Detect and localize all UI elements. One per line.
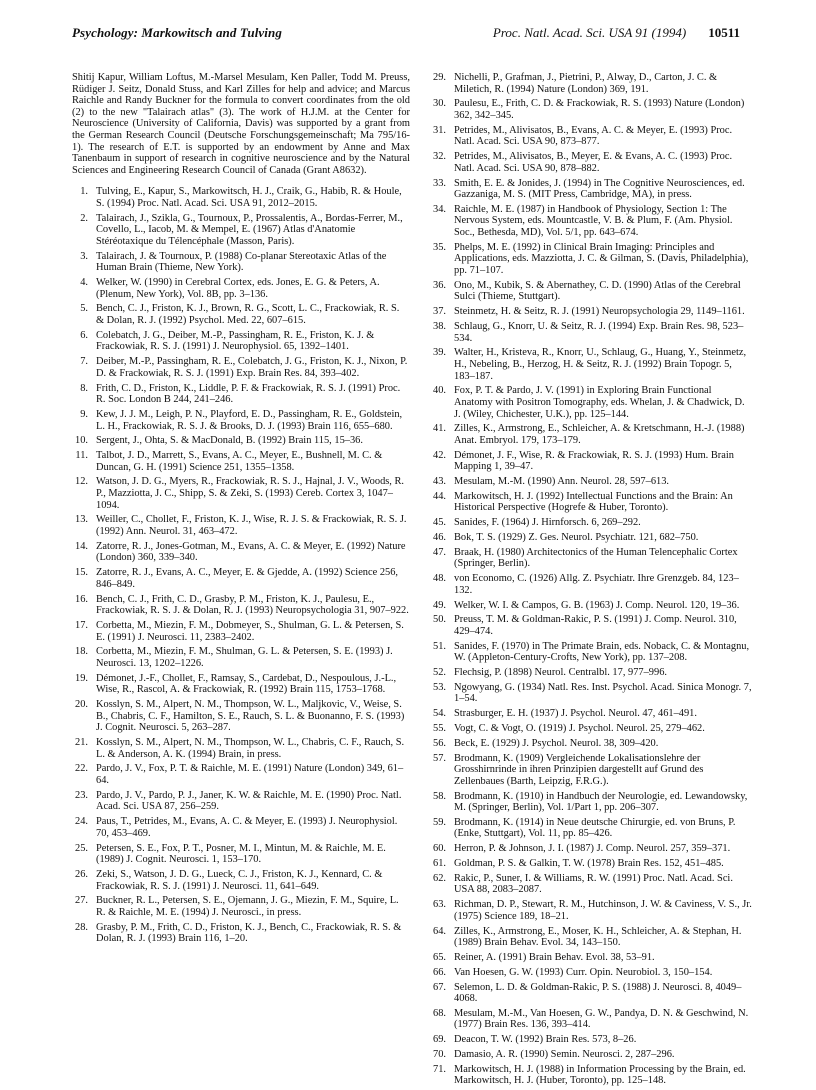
reference-number: 70. xyxy=(433,1049,446,1061)
reference-text: Ono, M., Kubik, S. & Abernathey, C. D. (1990) Atlas of the Cerebral Sulci (Thieme, Stuttgart). xyxy=(454,279,741,303)
reference-item xyxy=(72,895,410,918)
reference-item xyxy=(430,843,752,855)
reference-item xyxy=(430,600,752,612)
reference-item xyxy=(430,1064,752,1087)
reference-text: Corbetta, M., Miezin, F. M., Dobmeyer, S., Shulman, G. L. & Petersen, S. E. (1991) J. Neurosci. 11, 2383–2402. xyxy=(96,619,404,643)
reference-item xyxy=(430,753,752,788)
journal-citation xyxy=(493,25,740,41)
reference-number: 63. xyxy=(433,899,446,911)
reference-text: Mesulam, M.-M. (1990) Ann. Neurol. 28, 597–613. xyxy=(454,476,670,488)
reference-number: 55. xyxy=(433,722,446,734)
reference-item xyxy=(430,450,752,473)
left-column xyxy=(72,72,410,948)
reference-number: 39. xyxy=(433,347,446,359)
reference-number: 47. xyxy=(433,546,446,558)
reference-text: Fox, P. T. & Pardo, J. V. (1991) in Exploring Brain Functional Anatomy with Positron Tomography, eds. Whelan, J. & Chadwick, D. J. (Wiley, Chichester, U.K.), pp. 125–144. xyxy=(454,385,745,420)
reference-number: 58. xyxy=(433,790,446,802)
reference-text: Mesulam, M.-M., Van Hoesen, G. W., Pandya, D. N. & Geschwind, N. (1977) Brain Res. 136, 393–414. xyxy=(454,1007,749,1031)
reference-item xyxy=(430,321,752,344)
reference-item xyxy=(72,251,410,274)
reference-text: Deiber, M.-P., Passingham, R. E., Colebatch, J. G., Friston, K. J., Nixon, P. D. & Frackowiak, R. S. J. (1991) Exp. Brain Res. 84, 393–402. xyxy=(96,356,408,379)
reference-text: Weiller, C., Chollet, F., Friston, K. J., Wise, R. J. S. & Frackowiak, R. S. J. (1992) Ann. Neurol. 31, 463–472. xyxy=(96,514,407,538)
reference-number: 21. xyxy=(75,737,88,749)
reference-item xyxy=(72,646,410,669)
reference-item xyxy=(72,843,410,866)
reference-number: 22. xyxy=(75,763,88,775)
reference-item xyxy=(430,858,752,870)
reference-number: 9. xyxy=(80,408,88,420)
reference-text: Démonet, J.-F., Chollet, F., Ramsay, S., Cardebat, D., Nespoulous, J.-L., Wise, R., Rascol, A. & Frackowiak, R. (1992) Brain 115, 1753–1768. xyxy=(96,672,397,696)
reference-text: Richman, D. P., Stewart, R. M., Hutchinson, J. W. & Caviness, V. S., Jr. (1975) Science 189, 18–21. xyxy=(454,899,752,922)
reference-item xyxy=(72,567,410,590)
reference-number: 23. xyxy=(75,789,88,801)
reference-item xyxy=(72,869,410,892)
reference-text: Petersen, S. E., Fox, P. T., Posner, M. I., Mintun, M. & Raichle, M. E. (1989) J. Cognit. Neurosci. 1, 153–170. xyxy=(96,842,386,866)
reference-number: 49. xyxy=(433,599,446,611)
reference-item xyxy=(430,641,752,664)
reference-item xyxy=(72,594,410,617)
reference-number: 32. xyxy=(433,151,446,163)
reference-number: 14. xyxy=(75,540,88,552)
reference-text: Walter, H., Kristeva, R., Knorr, U., Schlaug, G., Huang, Y., Steinmetz, H., Nebeling, B., Herzog, H. & Seitz, R. J. (1992) Brain Topogr. 5, 183–187. xyxy=(454,347,747,382)
reference-item xyxy=(430,178,752,201)
reference-number: 17. xyxy=(75,619,88,631)
reference-item xyxy=(72,303,410,326)
reference-text: Zilles, K., Armstrong, E., Moser, K. H., Schleicher, A. & Stephan, H. (1989) Brain Behav. Evol. 34, 143–150. xyxy=(454,925,742,949)
reference-item xyxy=(72,673,410,696)
reference-item xyxy=(430,280,752,303)
reference-item xyxy=(430,72,752,95)
reference-item xyxy=(72,790,410,813)
reference-number: 20. xyxy=(75,699,88,711)
reference-item xyxy=(72,922,410,945)
reference-item xyxy=(72,737,410,760)
reference-text: Talairach, J. & Tournoux, P. (1988) Co-planar Stereotaxic Atlas of the Human Brain (Thieme, New York). xyxy=(96,250,387,274)
reference-text: Strasburger, E. H. (1937) J. Psychol. Neurol. 47, 461–491. xyxy=(454,708,697,720)
reference-number: 1. xyxy=(80,186,88,198)
reference-number: 65. xyxy=(433,951,446,963)
reference-item xyxy=(430,151,752,174)
reference-text: Ngowyang, G. (1934) Natl. Res. Inst. Psychol. Acad. Sinica Monogr. 7, 1–54. xyxy=(454,681,752,705)
reference-number: 25. xyxy=(75,842,88,854)
reference-item xyxy=(72,816,410,839)
reference-item xyxy=(430,242,752,277)
reference-number: 6. xyxy=(80,329,88,341)
reference-number: 31. xyxy=(433,124,446,136)
reference-text: Kosslyn, S. M., Alpert, N. M., Thompson, W. L., Maljkovic, V., Weise, S. B., Chabris, C. F., Hamilton, S. E., Rauch, S. L. & Buonanno, F. S. (1993) J. Cognit. Neurosci. 5, 263–287. xyxy=(96,699,405,734)
reference-text: Zatorre, R. J., Evans, A. C., Meyer, E. & Gjedde, A. (1992) Science 256, 846–849. xyxy=(96,567,399,590)
reference-text: Sergent, J., Ohta, S. & MacDonald, B. (1992) Brain 115, 15–36. xyxy=(96,435,363,447)
reference-text: Vogt, C. & Vogt, O. (1919) J. Psychol. Neurol. 25, 279–462. xyxy=(454,722,705,734)
reference-item xyxy=(430,952,752,964)
reference-number: 29. xyxy=(433,72,446,83)
reference-text: Talairach, J., Szikla, G., Tournoux, P., Prossalentis, A., Bordas-Ferrer, M., Covello, L., Iacob, M. & Mempel, E. (1967) Atlas d'Anatomie Stéréotaxique du Télencéphale (Masson, Paris). xyxy=(96,212,403,247)
reference-text: Sanides, F. (1964) J. Hirnforsch. 6, 269–292. xyxy=(454,517,641,529)
reference-text: Pardo, J. V., Pardo, P. J., Janer, K. W. & Raichle, M. E. (1990) Proc. Natl. Acad. Sci. USA 87, 256–259. xyxy=(96,789,402,813)
reference-item xyxy=(430,1049,752,1061)
reference-number: 27. xyxy=(75,895,88,907)
reference-item xyxy=(430,306,752,318)
reference-item xyxy=(72,763,410,786)
reference-number: 52. xyxy=(433,667,446,679)
reference-item xyxy=(430,547,752,570)
reference-text: Deacon, T. W. (1992) Brain Res. 573, 8–26. xyxy=(454,1034,637,1046)
reference-number: 3. xyxy=(80,250,88,262)
reference-number: 8. xyxy=(80,382,88,394)
reference-item xyxy=(430,476,752,488)
reference-text: Kosslyn, S. M., Alpert, N. M., Thompson, W. L., Chabris, C. F., Rauch, S. L. & Anderson, A. K. (1994) Brain, in press. xyxy=(96,737,405,760)
reference-text: Buckner, R. L., Petersen, S. E., Ojemann, J. G., Miezin, F. M., Squire, L. R. & Raichle, M. E. (1994) J. Neurosci., in press. xyxy=(96,895,399,918)
reference-number: 16. xyxy=(75,593,88,605)
reference-number: 61. xyxy=(433,858,446,870)
reference-item xyxy=(430,204,752,239)
reference-number: 28. xyxy=(75,921,88,933)
reference-text: Sanides, F. (1970) in The Primate Brain, eds. Noback, C. & Montagnu, W. (Appleton-Century-Crofts, New York), pp. 137–208. xyxy=(454,640,750,664)
reference-number: 64. xyxy=(433,925,446,937)
reference-text: Talbot, J. D., Marrett, S., Evans, A. C., Meyer, E., Bushnell, M. C. & Duncan, G. H. (1991) Science 251, 1355–1358. xyxy=(96,450,383,473)
reference-number: 34. xyxy=(433,203,446,215)
reference-number: 24. xyxy=(75,816,88,828)
reference-number: 57. xyxy=(433,752,446,764)
reference-item xyxy=(430,791,752,814)
reference-text: Watson, J. D. G., Myers, R., Frackowiak, R. S. J., Hajnal, J. V., Woods, R. P., Mazziotta, J. C., Shipp, S. & Zeki, S. (1993) Cereb. Cortex 3, 1047–1094. xyxy=(96,476,405,511)
reference-item xyxy=(430,423,752,446)
reference-text: Bench, C. J., Friston, K. J., Brown, R. G., Scott, L. C., Frackowiak, R. S. & Dolan, R. J. (1992) Psychol. Med. 22, 607–615. xyxy=(96,303,400,327)
reference-number: 35. xyxy=(433,241,446,253)
reference-text: Reiner, A. (1991) Brain Behav. Evol. 38, 53–91. xyxy=(454,951,655,963)
reference-text: Paulesu, E., Frith, C. D. & Frackowiak, R. S. (1993) Nature (London) 362, 342–345. xyxy=(454,98,745,121)
reference-text: Herron, P. & Johnson, J. I. (1987) J. Comp. Neurol. 257, 359–371. xyxy=(454,843,731,855)
reference-item xyxy=(430,385,752,420)
reference-number: 71. xyxy=(433,1063,446,1075)
reference-text: Bench, C. J., Frith, C. D., Grasby, P. M., Friston, K. J., Paulesu, E., Frackowiak, R. S. J. & Dolan, R. J. (1993) Neuropsychologia 31, 907–922. xyxy=(96,593,409,617)
reference-item xyxy=(430,667,752,679)
reference-text: Brodmann, K. (1914) in Neue deutsche Chirurgie, ed. von Bruns, P. (Enke, Stuttgart), Vol. 11, pp. 85–426. xyxy=(454,816,736,840)
reference-number: 43. xyxy=(433,476,446,488)
reference-text: Petrides, M., Alivisatos, B., Meyer, E. & Evans, A. C. (1993) Proc. Natl. Acad. Sci. USA 90, 878–882. xyxy=(454,151,733,174)
reference-item xyxy=(72,356,410,379)
reference-number: 54. xyxy=(433,708,446,720)
reference-number: 48. xyxy=(433,573,446,585)
reference-text: Selemon, L. D. & Goldman-Rakic, P. S. (1988) J. Neurosci. 8, 4049–4068. xyxy=(454,981,742,1005)
reference-number: 46. xyxy=(433,531,446,543)
reference-text: Bok, T. S. (1929) Z. Ges. Neurol. Psychiatr. 121, 682–750. xyxy=(454,531,699,543)
reference-number: 67. xyxy=(433,981,446,993)
reference-number: 60. xyxy=(433,843,446,855)
reference-item xyxy=(72,213,410,248)
reference-text: Colebatch, J. G., Deiber, M.-P., Passingham, R. E., Friston, K. J. & Frackowiak, R. S. J. (1991) J. Neurophysiol. 65, 1392–1401. xyxy=(96,329,375,353)
reference-item xyxy=(430,491,752,514)
reference-text: Zatorre, R. J., Jones-Gotman, M., Evans, A. C. & Meyer, E. (1992) Nature (London) 360, 339–340. xyxy=(96,540,406,564)
reference-number: 19. xyxy=(75,672,88,684)
reference-item xyxy=(430,682,752,705)
reference-number: 18. xyxy=(75,646,88,658)
reference-item xyxy=(430,708,752,720)
reference-text: Markowitsch, H. J. (1988) in Information Processing by the Brain, ed. Markowitsch, H. J. (Huber, Toronto), pp. 125–148. xyxy=(454,1063,746,1087)
reference-item xyxy=(430,532,752,544)
reference-number: 13. xyxy=(75,514,88,526)
reference-text: Zilles, K., Armstrong, E., Schleicher, A. & Kretschmann, H.-J. (1988) Anat. Embryol. 179, 173–179. xyxy=(454,423,745,446)
reference-text: Pardo, J. V., Fox, P. T. & Raichle, M. E. (1991) Nature (London) 349, 61–64. xyxy=(96,763,404,786)
reference-text: Brodmann, K. (1909) Vergleichende Lokalisationslehre der Grosshirnrinde in ihren Prinzipien dargestellt auf Grund des Zellenbaues (Barth, Leipzig, F.R.G.). xyxy=(454,752,704,787)
reference-number: 59. xyxy=(433,816,446,828)
reference-text: Van Hoesen, G. W. (1993) Curr. Opin. Neurobiol. 3, 150–154. xyxy=(454,966,713,978)
reference-text: Braak, H. (1980) Architectonics of the Human Telencephalic Cortex (Springer, Berlin). xyxy=(454,546,738,570)
page-number: 10511 xyxy=(708,25,740,40)
reference-text: Brodmann, K. (1910) in Handbuch der Neurologie, ed. Lewandowsky, M. (Springer, Berlin), Vol. 1/Part 1, pp. 206–307. xyxy=(454,790,748,814)
reference-item xyxy=(430,738,752,750)
reference-number: 33. xyxy=(433,177,446,189)
reference-number: 40. xyxy=(433,385,446,397)
reference-item xyxy=(430,573,752,596)
reference-text: Steinmetz, H. & Seitz, R. J. (1991) Neuropsychologia 29, 1149–1161. xyxy=(454,306,745,318)
reference-number: 44. xyxy=(433,490,446,502)
reference-text: Corbetta, M., Miezin, F. M., Shulman, G. L. & Petersen, S. E. (1993) J. Neurosci. 13, 1202–1226. xyxy=(96,646,393,669)
reference-item xyxy=(72,186,410,209)
reference-item xyxy=(430,614,752,637)
reference-item xyxy=(430,347,752,382)
reference-text: Tulving, E., Kapur, S., Markowitsch, H. J., Craik, G., Habib, R. & Houle, S. (1994) Proc. Natl. Acad. Sci. USA 91, 2012–2015. xyxy=(96,186,402,209)
reference-number: 4. xyxy=(80,277,88,289)
reference-item xyxy=(430,723,752,735)
reference-text: Petrides, M., Alivisatos, B., Evans, A. C. & Meyer, E. (1993) Proc. Natl. Acad. Sci. USA 90, 873–877. xyxy=(454,124,733,148)
reference-number: 2. xyxy=(80,212,88,224)
reference-text: Grasby, P. M., Frith, C. D., Friston, K. J., Bench, C., Frackowiak, R. S. & Dolan, R. J. (1993) Brain 116, 1–20. xyxy=(96,921,402,945)
reference-number: 38. xyxy=(433,320,446,332)
reference-item xyxy=(72,450,410,473)
reference-text: Démonet, J. F., Wise, R. & Frackowiak, R. S. J. (1993) Hum. Brain Mapping 1, 39–47. xyxy=(454,449,734,473)
reference-list-right xyxy=(430,72,752,1087)
reference-text: Kew, J. J. M., Leigh, P. N., Playford, E. D., Passingham, R. E., Goldstein, L. H., Frackowiak, R. S. J. & Brooks, D. J. (1993) Brain 116, 655–680. xyxy=(96,408,403,432)
reference-item xyxy=(430,926,752,949)
reference-text: Damasio, A. R. (1990) Semin. Neurosci. 2, 287–296. xyxy=(454,1049,675,1061)
reference-text: Preuss, T. M. & Goldman-Rakic, P. S. (1991) J. Comp. Neurol. 310, 429–474. xyxy=(454,614,737,637)
reference-item xyxy=(430,1008,752,1031)
reference-text: Schlaug, G., Knorr, U. & Seitz, R. J. (1994) Exp. Brain Res. 98, 523–534. xyxy=(454,320,744,344)
reference-text: Zeki, S., Watson, J. D. G., Lueck, C. J., Friston, K. J., Kennard, C. & Frackowiak, R. S. J. (1991) J. Neurosci. 11, 641–649. xyxy=(96,868,383,892)
reference-text: Rakic, P., Suner, I. & Williams, R. W. (1991) Proc. Natl. Acad. Sci. USA 88, 2083–2087. xyxy=(454,872,733,896)
reference-item xyxy=(72,330,410,353)
reference-number: 15. xyxy=(75,567,88,579)
reference-item xyxy=(72,277,410,300)
reference-text: Paus, T., Petrides, M., Evans, A. C. & Meyer, E. (1993) J. Neurophysiol. 70, 453–469. xyxy=(96,816,398,839)
running-title: Psychology: Markowitsch and Tulving xyxy=(72,25,282,40)
reference-number: 11. xyxy=(75,450,88,462)
reference-text: Welker, W. I. & Campos, G. B. (1963) J. Comp. Neurol. 120, 19–36. xyxy=(454,599,740,611)
reference-text: Phelps, M. E. (1992) in Clinical Brain Imaging: Principles and Applications, eds. Mazziotta, J. C. & Gilman, S. (Davis, Philadelphia), pp. 71–107. xyxy=(454,241,749,277)
reference-number: 7. xyxy=(80,356,88,368)
reference-item xyxy=(72,476,410,511)
reference-item xyxy=(430,899,752,922)
reference-text: Markowitsch, H. J. (1992) Intellectual Functions and the Brain: An Historical Perspective (Hogrefe & Huber, Toronto). xyxy=(454,490,733,514)
journal-name: Proc. Natl. Acad. Sci. USA 91 (1994) xyxy=(492,25,687,40)
reference-item xyxy=(72,699,410,734)
reference-item xyxy=(430,982,752,1005)
reference-text: Goldman, P. S. & Galkin, T. W. (1978) Brain Res. 152, 451–485. xyxy=(454,858,724,870)
reference-text: von Economo, C. (1926) Allg. Z. Psychiatr. Ihre Grenzgeb. 84, 123–132. xyxy=(454,573,739,596)
reference-number: 53. xyxy=(433,681,446,693)
reference-number: 51. xyxy=(433,640,446,652)
reference-number: 26. xyxy=(75,868,88,880)
reference-number: 50. xyxy=(433,614,446,626)
reference-number: 10. xyxy=(75,435,88,447)
reference-item xyxy=(72,541,410,564)
reference-list-left xyxy=(72,186,410,945)
reference-number: 62. xyxy=(433,872,446,884)
reference-number: 66. xyxy=(433,966,446,978)
reference-text: Welker, W. (1990) in Cerebral Cortex, eds. Jones, E. G. & Peters, A. (Plenum, New York), Vol. 8B, pp. 3–136. xyxy=(96,277,380,300)
acknowledgment-paragraph: Shitij Kapur, William Loftus, M.-Marsel Mesulam, Ken Paller, Todd M. Preuss, Rüdiger J. Seitz, Donald Stuss, and Karl Zilles for help and advice; and Marcus Raichle and Randy Buckner for the formula to convert coordinates from the old (2) to the new "Talairach atlas" (3). The work of H.J.M. at the Center for Neuroscience (University of California, Davis) was supported by a grant from the German Research Council (Deutsche Forschungsgemeinschaft; Ma 795/16-1). The research of E.T. is supported by an endowment by Anne and Max Tanenbaum in support of research in cognitive neuroscience and by the Natural Sciences and Engineering Research Council of Canada (Grant A8632). xyxy=(72,72,410,176)
reference-number: 12. xyxy=(75,476,88,488)
reference-item xyxy=(430,125,752,148)
reference-number: 36. xyxy=(433,279,446,291)
reference-number: 37. xyxy=(433,306,446,318)
reference-item xyxy=(430,817,752,840)
reference-text: Nichelli, P., Grafman, J., Pietrini, P., Alway, D., Carton, J. C. & Miletich, R. (1994) Nature (London) 369, 191. xyxy=(454,72,718,95)
reference-item xyxy=(72,435,410,447)
right-column xyxy=(430,72,752,1090)
reference-number: 56. xyxy=(433,737,446,749)
reference-number: 68. xyxy=(433,1007,446,1019)
page-header xyxy=(72,25,740,43)
reference-number: 42. xyxy=(433,449,446,461)
reference-item xyxy=(430,873,752,896)
reference-number: 41. xyxy=(433,423,446,435)
reference-item xyxy=(72,409,410,432)
reference-number: 45. xyxy=(433,517,446,529)
reference-number: 69. xyxy=(433,1034,446,1046)
reference-item xyxy=(430,1034,752,1046)
reference-number: 30. xyxy=(433,98,446,110)
reference-text: Smith, E. E. & Jonides, J. (1994) in The Cognitive Neurosciences, ed. Gazzaniga, M. S. (MIT Press, Cambridge, MA), in press. xyxy=(454,177,745,201)
reference-item xyxy=(72,383,410,406)
reference-item xyxy=(430,517,752,529)
reference-text: Frith, C. D., Friston, K., Liddle, P. F. & Frackowiak, R. S. J. (1991) Proc. R. Soc. London B 244, 241–246. xyxy=(96,382,401,406)
reference-text: Flechsig, P. (1898) Neurol. Centralbl. 17, 977–996. xyxy=(454,667,667,679)
reference-item xyxy=(430,98,752,121)
reference-item xyxy=(430,967,752,979)
reference-item xyxy=(72,514,410,537)
reference-text: Raichle, M. E. (1987) in Handbook of Physiology, Section 1: The Nervous System, eds. Mountcastle, V. B. & Plum, F. (Am. Physiol. Soc., Bethesda, MD), Vol. 5/1, pp. 643–674. xyxy=(454,203,733,239)
reference-text: Beck, E. (1929) J. Psychol. Neurol. 38, 309–420. xyxy=(454,737,659,749)
reference-item xyxy=(72,620,410,643)
reference-number: 5. xyxy=(80,303,88,315)
